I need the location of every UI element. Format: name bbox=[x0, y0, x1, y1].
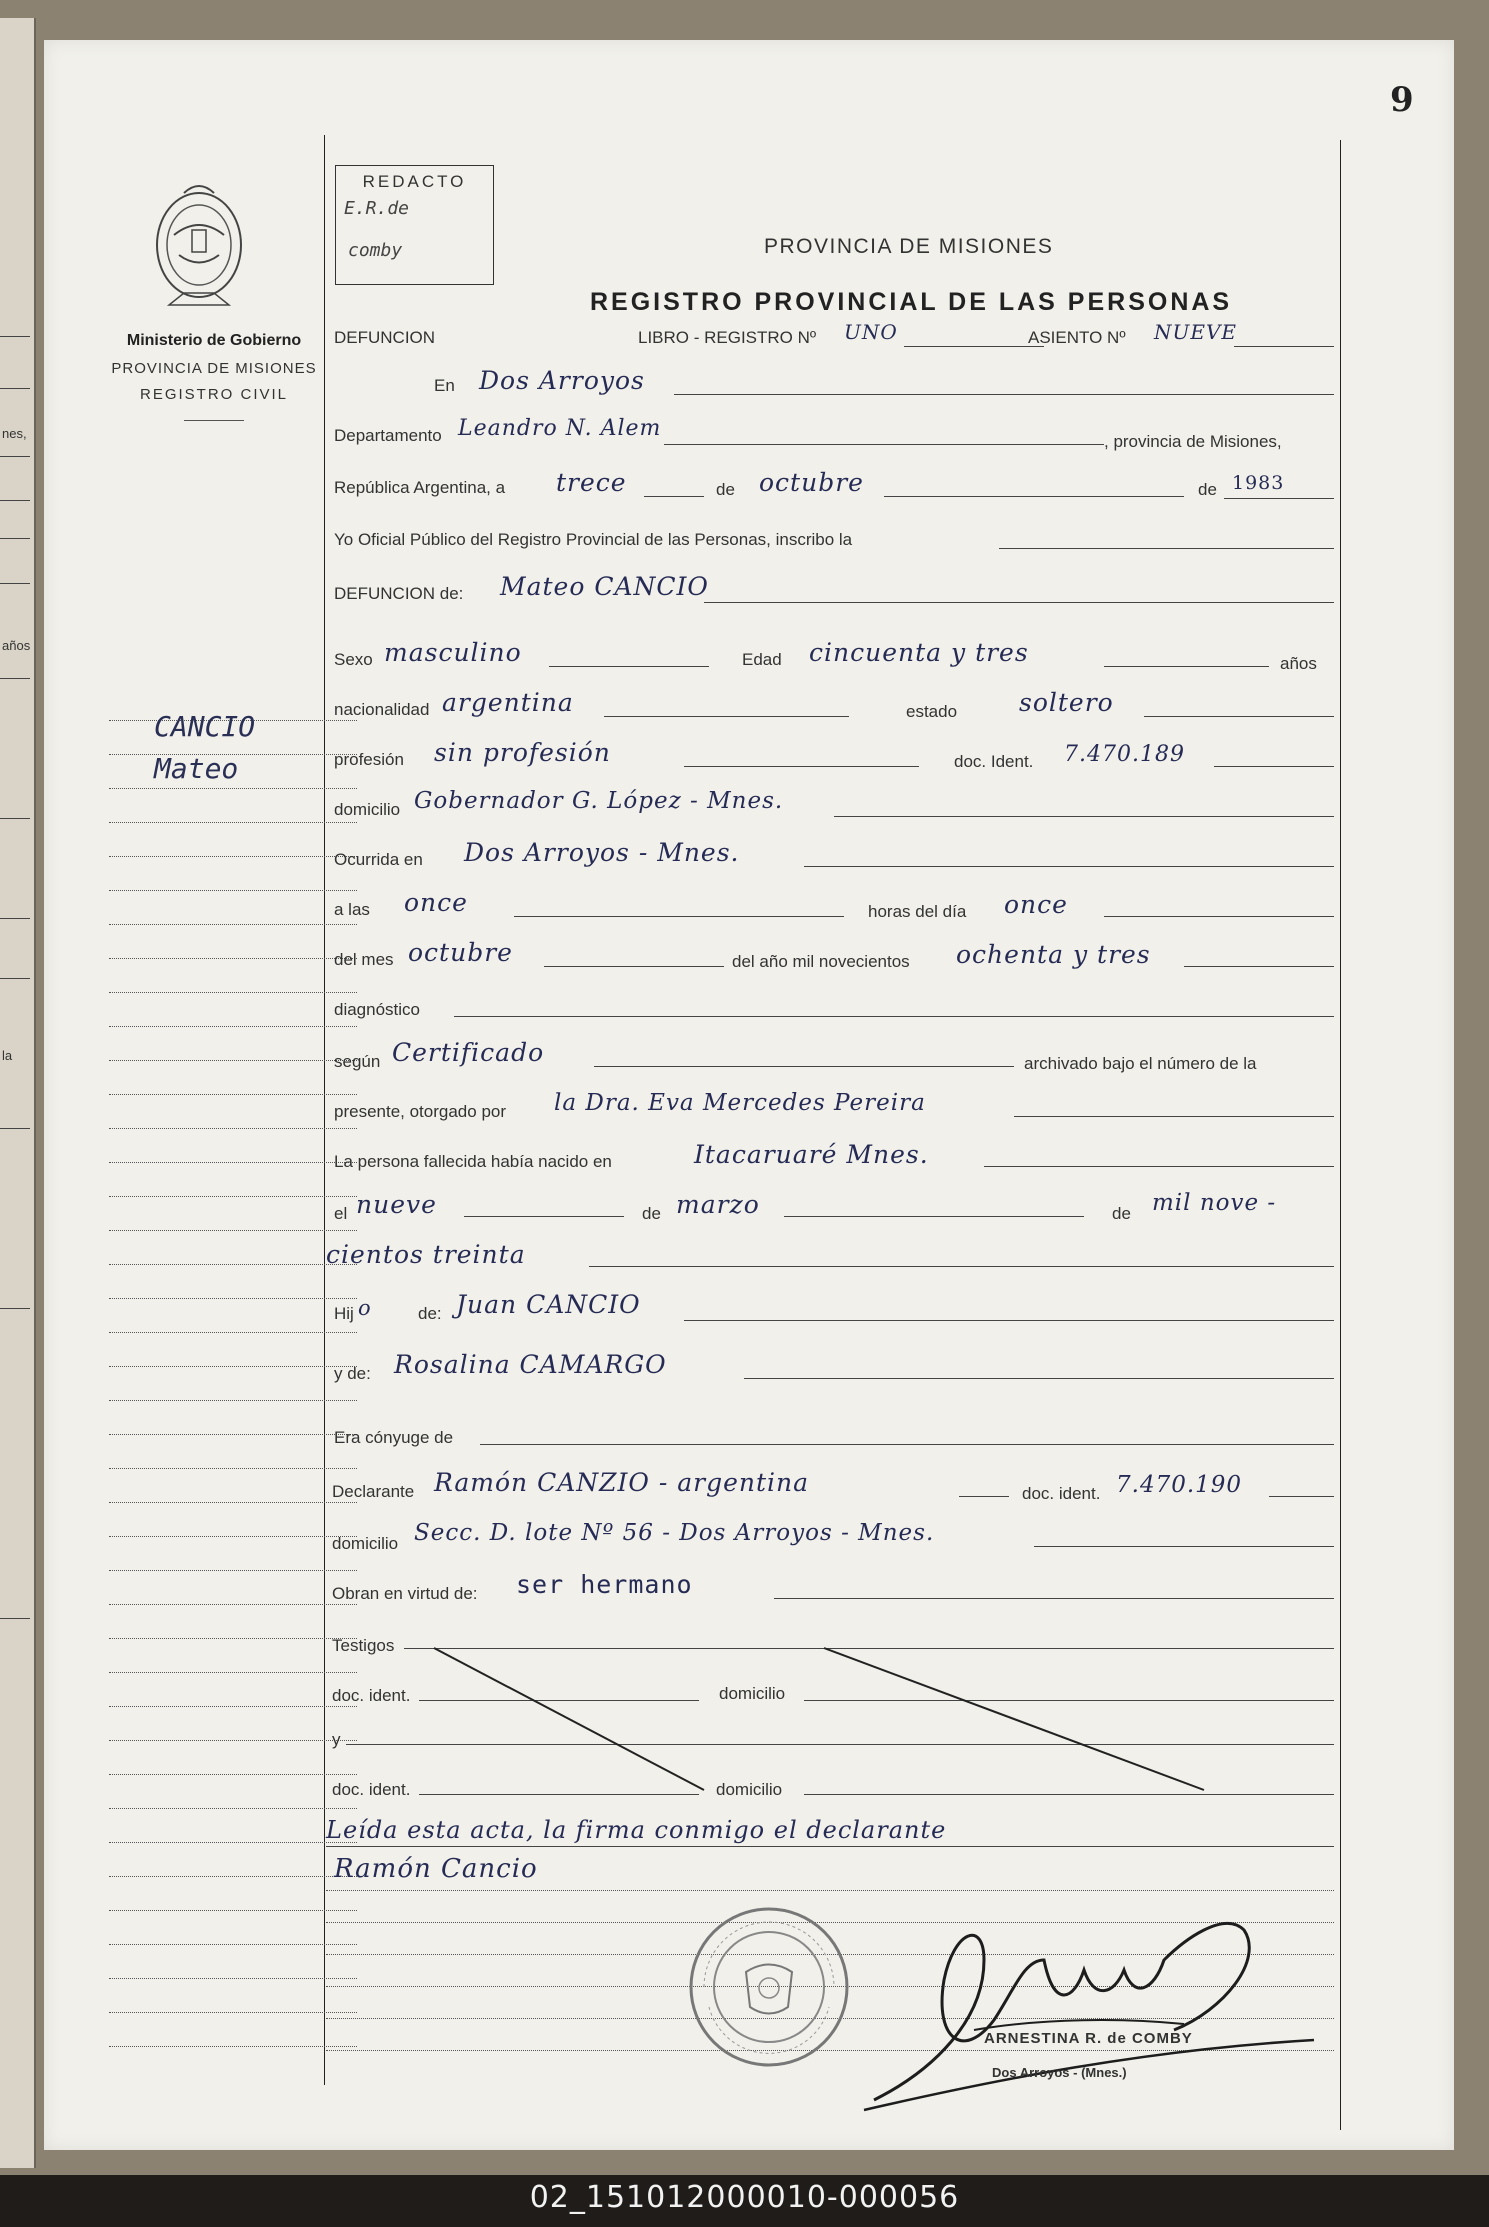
margin-given-name: Mateo bbox=[154, 752, 239, 785]
witness-strike-lines bbox=[424, 1640, 1244, 1800]
defuncion-label: DEFUNCION de: bbox=[334, 584, 464, 603]
segun-value: Certificado bbox=[392, 1038, 545, 1067]
page-number: 9 bbox=[1390, 80, 1414, 120]
rule bbox=[884, 496, 1184, 497]
nac-anio-continuation: cientos treinta bbox=[326, 1240, 526, 1269]
rule bbox=[644, 496, 704, 497]
nac-dia-value: nueve bbox=[356, 1190, 437, 1219]
rule bbox=[594, 1066, 1014, 1067]
doc-value: 7.470.189 bbox=[1064, 742, 1185, 767]
margin-annotation-lines bbox=[109, 720, 357, 2080]
nac-de-label-2: de bbox=[1112, 1204, 1131, 1223]
en-value: Dos Arroyos bbox=[479, 366, 645, 395]
el-label: el bbox=[334, 1204, 348, 1223]
rule bbox=[464, 1216, 624, 1217]
domicilio-label: domicilio bbox=[334, 800, 401, 819]
horas-label: horas del día bbox=[868, 902, 967, 921]
estado-value: soltero bbox=[1019, 688, 1114, 717]
ocurrida-label: Ocurrida en bbox=[334, 850, 423, 869]
rule bbox=[1104, 916, 1334, 917]
nacido-label: La persona fallecida había nacido en bbox=[334, 1152, 612, 1171]
sexo-label: Sexo bbox=[334, 650, 373, 669]
testigo1-domicilio-label: domicilio bbox=[719, 1684, 786, 1703]
record-type-label: DEFUNCION bbox=[334, 328, 436, 347]
rule bbox=[1104, 666, 1269, 667]
testigos-label: Testigos bbox=[332, 1636, 395, 1655]
declarante-value: Ramón CANZIO - argentina bbox=[434, 1468, 810, 1497]
rule bbox=[326, 1846, 1334, 1847]
rule bbox=[1184, 966, 1334, 967]
declarant-signature: Ramón Cancio bbox=[334, 1854, 538, 1884]
republica-label: República Argentina, a bbox=[334, 478, 506, 497]
ministry-office: REGISTRO CIVIL bbox=[139, 386, 289, 403]
edad-value: cincuenta y tres bbox=[809, 638, 1029, 667]
a-las-label: a las bbox=[334, 900, 370, 919]
rule bbox=[589, 1266, 1334, 1267]
y-label: y bbox=[332, 1730, 341, 1749]
father-name: Juan CANCIO bbox=[456, 1290, 641, 1319]
doc-label: doc. Ident. bbox=[954, 752, 1034, 771]
hijo-suffix: o bbox=[358, 1296, 372, 1320]
rule bbox=[604, 716, 849, 717]
oficial-text: Yo Oficial Público del Registro Provincial de las Personas, inscribo la bbox=[334, 530, 853, 549]
rule bbox=[326, 1890, 1334, 1891]
province-heading: PROVINCIA DE MISIONES bbox=[764, 235, 1054, 258]
provincia-suffix: , provincia de Misiones, bbox=[1104, 432, 1282, 451]
asiento-label: ASIENTO Nº bbox=[1028, 328, 1126, 347]
nac-anio-value: mil nove - bbox=[1152, 1190, 1277, 1216]
rule bbox=[1034, 1546, 1334, 1547]
closing-text: Leída esta acta, la firma conmigo el declarante bbox=[326, 1816, 947, 1844]
rule bbox=[544, 966, 724, 967]
dia2-value: once bbox=[1004, 890, 1068, 919]
coat-of-arms-icon bbox=[144, 175, 254, 325]
rule bbox=[784, 1216, 1084, 1217]
nacionalidad-label: nacionalidad bbox=[334, 700, 430, 719]
nac-mes-value: marzo bbox=[676, 1190, 760, 1219]
rule bbox=[514, 916, 844, 917]
del-mes-label: del mes bbox=[334, 950, 394, 969]
nac-de-label: de bbox=[642, 1204, 661, 1223]
declarante-doc-label: doc. ident. bbox=[1022, 1484, 1101, 1503]
mes2-value: octubre bbox=[408, 938, 513, 967]
libro-label: LIBRO - REGISTRO Nº bbox=[638, 328, 817, 347]
de-label-2: de bbox=[1198, 480, 1217, 499]
presente-label: presente, otorgado por bbox=[334, 1102, 507, 1121]
segun-label: según bbox=[334, 1052, 381, 1071]
divider bbox=[184, 420, 244, 421]
rule bbox=[999, 548, 1334, 549]
hora-value: once bbox=[404, 888, 468, 917]
rule bbox=[1144, 716, 1334, 717]
nacionalidad-value: argentina bbox=[442, 688, 574, 717]
de-label: de bbox=[716, 480, 735, 499]
profesion-value: sin profesión bbox=[434, 738, 611, 767]
registry-seal-icon bbox=[684, 1902, 854, 2072]
ministry-name: Ministerio de Gobierno bbox=[126, 332, 302, 349]
year-value: 1983 bbox=[1232, 472, 1285, 494]
sexo-value: masculino bbox=[384, 638, 522, 667]
redacto-title: REDACTO bbox=[362, 172, 467, 191]
rule bbox=[674, 394, 1334, 395]
domicilio-value: Gobernador G. López - Mnes. bbox=[414, 788, 784, 814]
hijo-de-label: de: bbox=[418, 1304, 442, 1323]
mother-name: Rosalina CAMARGO bbox=[394, 1350, 667, 1379]
en-label: En bbox=[434, 376, 455, 395]
official-place: Dos Arroyos - (Mnes.) bbox=[992, 2065, 1127, 2080]
margin-surname: CANCIO bbox=[154, 710, 256, 743]
rule bbox=[704, 602, 1334, 603]
presente-value: la Dra. Eva Mercedes Pereira bbox=[554, 1090, 926, 1116]
day-value: trece bbox=[556, 468, 627, 497]
declarante-domicilio-value: Secc. D. lote Nº 56 - Dos Arroyos - Mnes. bbox=[414, 1520, 935, 1546]
diagnostico-label: diagnóstico bbox=[334, 1000, 421, 1019]
declarante-doc-value: 7.470.190 bbox=[1116, 1472, 1243, 1498]
edad-label: Edad bbox=[742, 650, 782, 669]
rule bbox=[904, 346, 1044, 347]
rule bbox=[684, 766, 919, 767]
testigo2-doc-label: doc. ident. bbox=[332, 1780, 411, 1799]
rule bbox=[984, 1166, 1334, 1167]
nacido-value: Itacaruaré Mnes. bbox=[694, 1140, 929, 1169]
certificate-page bbox=[44, 40, 1454, 2150]
official-name: ARNESTINA R. de COMBY bbox=[984, 2030, 1193, 2047]
obran-value: ser hermano bbox=[516, 1570, 693, 1599]
departamento-label: Departamento bbox=[334, 426, 442, 445]
month-value: octubre bbox=[759, 468, 864, 497]
rule bbox=[549, 666, 709, 667]
rule bbox=[1269, 1496, 1334, 1497]
ocurrida-value: Dos Arroyos - Mnes. bbox=[464, 838, 740, 867]
conyuge-label: Era cónyuge de bbox=[334, 1428, 454, 1447]
estado-label: estado bbox=[906, 702, 958, 721]
rule bbox=[1214, 766, 1334, 767]
document-id: 02_151012000010-000056 bbox=[529, 2180, 960, 2215]
anio-mil-label: del año mil novecientos bbox=[732, 952, 910, 971]
registry-heading: REGISTRO PROVINCIAL DE LAS PERSONAS bbox=[590, 288, 1233, 316]
redacto-initials: E.R.de bbox=[344, 198, 410, 219]
redacto-stamp bbox=[335, 165, 494, 285]
redacto-name: comby bbox=[348, 240, 403, 261]
rule bbox=[684, 1320, 1334, 1321]
anio-mil-value: ochenta y tres bbox=[956, 940, 1151, 969]
declarante-domicilio-label: domicilio bbox=[332, 1534, 399, 1553]
hijo-label: Hij bbox=[334, 1304, 354, 1323]
rule bbox=[959, 1496, 1009, 1497]
right-rule bbox=[1340, 140, 1341, 2130]
rule bbox=[1224, 498, 1334, 499]
obran-label: Obran en virtud de: bbox=[332, 1584, 478, 1603]
rule bbox=[454, 1016, 1334, 1017]
rule bbox=[1234, 346, 1334, 347]
rule bbox=[664, 444, 1104, 445]
rule bbox=[480, 1444, 1334, 1445]
libro-value: UNO bbox=[844, 320, 898, 344]
archivado-label: archivado bajo el número de la bbox=[1024, 1054, 1257, 1073]
deceased-name: Mateo CANCIO bbox=[500, 572, 709, 601]
ministry-province: PROVINCIA DE MISIONES bbox=[111, 360, 317, 377]
anos-label: años bbox=[1280, 654, 1317, 673]
testigo1-doc-label: doc. ident. bbox=[332, 1686, 411, 1705]
y-de-label: y de: bbox=[334, 1364, 371, 1383]
testigo2-domicilio-label: domicilio bbox=[716, 1780, 783, 1799]
asiento-value: NUEVE bbox=[1154, 320, 1237, 344]
profesion-label: profesión bbox=[334, 750, 404, 769]
rule bbox=[774, 1598, 1334, 1599]
rule bbox=[1014, 1116, 1334, 1117]
left-page-edge: nes, años la bbox=[0, 18, 36, 2168]
departamento-value: Leandro N. Alem bbox=[458, 416, 662, 441]
declarante-label: Declarante bbox=[332, 1482, 415, 1501]
rule bbox=[834, 816, 1334, 817]
rule bbox=[804, 866, 1334, 867]
official-signature bbox=[844, 1900, 1324, 2120]
rule bbox=[744, 1378, 1334, 1379]
